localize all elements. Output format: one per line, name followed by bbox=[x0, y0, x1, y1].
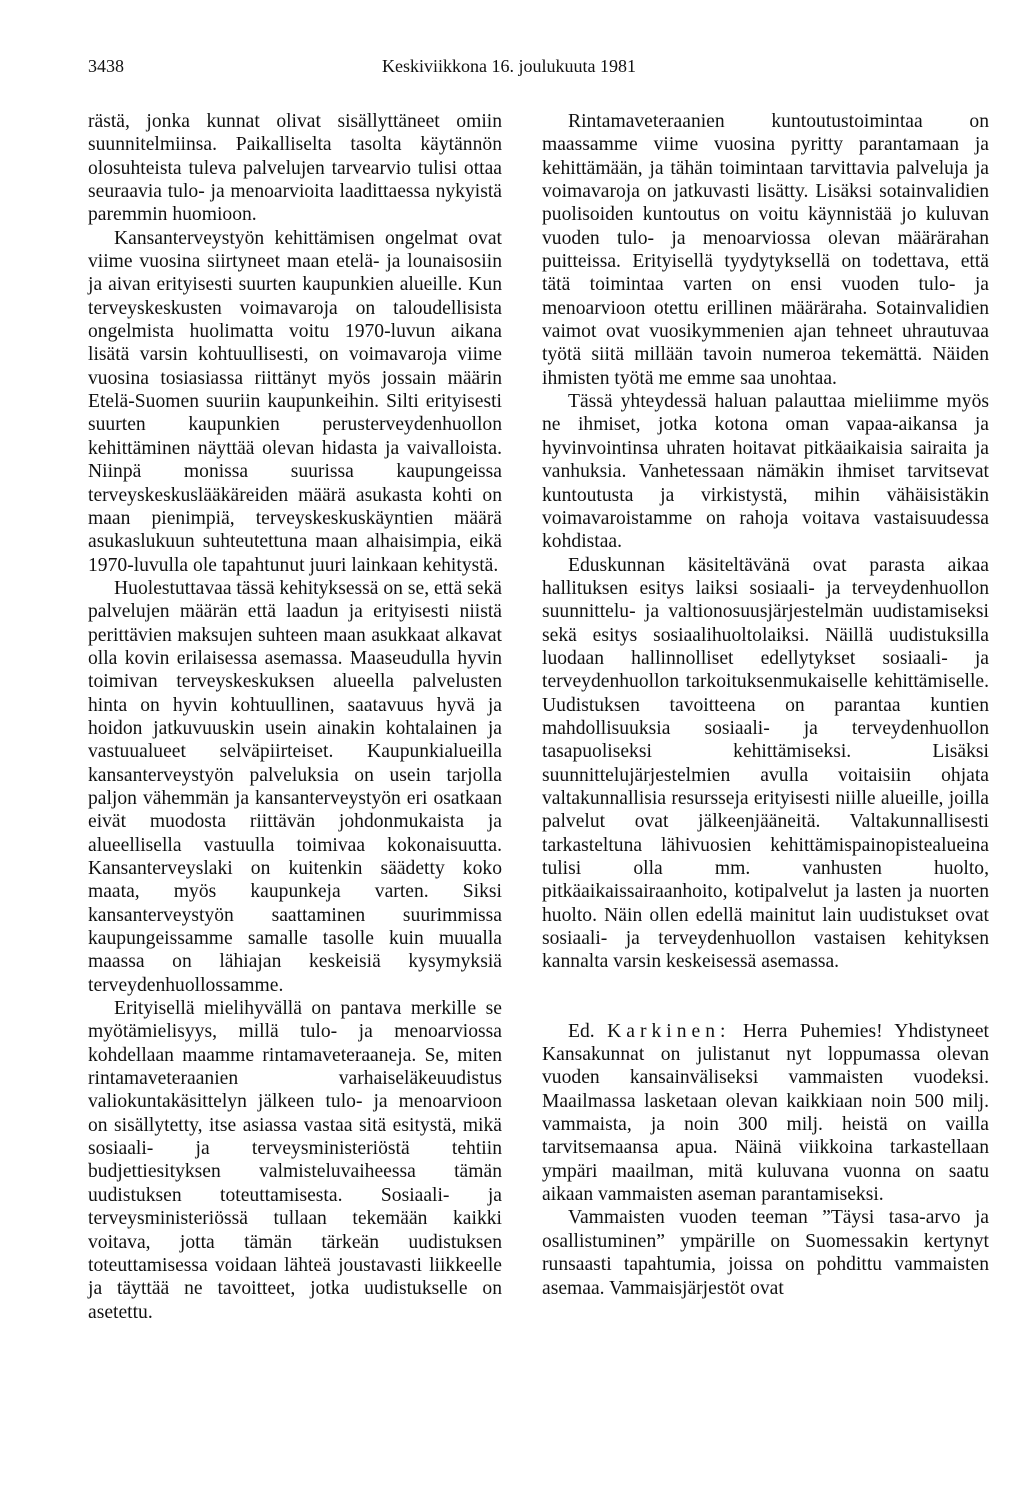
paragraph: rästä, jonka kunnat olivat sisällyttäneet omiin suunnitelmiinsa. Paikalliselta tasolta käytännön olosuhteista tuleva palvelujen tarvearvio tulisi ottaa seuraavia tulo- ja menoarvioita laadittaessa nykyistä paremmin huomioon. bbox=[88, 111, 502, 226]
paragraph: Vammaisten vuoden teeman ”Täysi tasa-arvo ja osallistuminen” ympärille on Suomessakin kertynyt runsaasti tapahtumia, joissa on pohdittu vammaisten asemaa. Vammaisjärjestöt ovat bbox=[542, 1207, 989, 1299]
paragraph: Eduskunnan käsiteltävänä ovat parasta aikaa hallituksen esitys laiksi sosiaali- ja terveydenhuollon suunnittelu- ja valtionosuusjärjestelmän uudistamiseksi sekä esitys sosiaalihuoltolaiksi. Näillä uudistuksilla luodaan hallinnolliset edellytykset sosiaali- ja terveydenhuollon tarkoituksenmukaiselle kehittämiselle. Uudistuksen tavoitteena on parantaa kuntien mahdollisuuksia sosiaali- ja terveydenhuollon tasapuoliseksi kehittämiseksi. Lisäksi suunnittelujärjestelmien avulla voitaisiin ohjata valtakunnallisia resursseja erityisesti niille alueille, joilla palvelut ovat jälkeenjääneitä. Valtakunnallisesti tarkasteltuna lähivuosien kehittämispainopistealueina tulisi olla mm. vanhusten huolto, pitkäaikaissairaanhoito, kotipalvelut ja lasten ja nuorten huolto. Näin ollen edellä mainitut lain uudistukset ovat sosiaali- ja terveydenhuollon vastaisen kehityksen kannalta varsin keskeisessä asemassa. bbox=[542, 554, 989, 973]
page-number: 3438 bbox=[88, 56, 124, 76]
speech-opening bbox=[542, 1020, 989, 1207]
paragraph: Tässä yhteydessä haluan palauttaa mieliimme myös ne ihmiset, jotka kotona oman vapaa-aikansa ja hyvinvointinsa uhraten hoitavat pitkäaikaisia sairaita ja vanhuksia. Vanhetessaan nämäkin ihmiset tarvitsevat kuntoutusta ja virkistystä, mihin vähäisistäkin voimavaroistamme on rahoja voitava vastaisuudessa kohdistaa. bbox=[542, 391, 989, 553]
running-head: Keskiviikkona 16. joulukuuta 1981 bbox=[382, 56, 636, 76]
right-column bbox=[542, 110, 989, 1300]
paragraph: Erityisellä mielihyvällä on pantava merkille se myötämielisyys, millä tulo- ja menoarviossa kohdellaan maamme rintamaveteraaneja. Se, miten rintamaveteraanien varhaiseläkeuudistus valiokuntakäsittelyn jälkeen tulo- ja menoarvioon on sisällytetty, itse asiassa vastaa sitä esitystä, mikä sosiaali- ja terveysministeriöstä tehtiin budjettiesityksen valmisteluvaiheessa tämän uudistuksen toteuttamisesta. Sosiaali- ja terveysministeriössä tullaan tekemään kaikki voitava, jotta tämän tärkeän uudistuksen toteuttamisessa voidaan lähteä joustavasti liikkeelle ja täyttää ne tavoitteet, jotka uudistukselle on asetettu. bbox=[88, 998, 502, 1323]
speaker-name: Karkinen: bbox=[607, 1020, 731, 1042]
paragraph: Kansanterveystyön kehittämisen ongelmat ovat viime vuosina siirtyneet maan etelä- ja lounaisosiin ja aivan erityisesti suurten kaupunkien alueille. Kun terveyskeskusten voimavaroja on taloudellisista ongelmista huolimatta voitu 1970-luvun aikana lisätä varsin kohtuullisesti, on voimavaroja viime vuosina tosiasiassa riittänyt myös jossain määrin Etelä-Suomen suuriin kaupunkeihin. Silti erityisesti suurten kaupunkien perusterveydenhuollon kehittäminen näyttää olevan hidasta ja vaivalloista. Niinpä monissa suurissa kaupungeissa terveyskeskuslääkäreiden määrä asukasta kohti on maan pienimpiä, terveyskeskuskäyntien määrä asukaslukuun suhteutettuna maan alhaisimpia, eikä 1970-luvulla ole tapahtunut juuri lainkaan kehitystä. bbox=[88, 227, 502, 576]
left-column bbox=[88, 110, 502, 1324]
paragraph: Huolestuttavaa tässä kehityksessä on se, että sekä palvelujen määrän että laadun ja erityisesti niistä perittävien maksujen suhteen maan asukkaat alkavat olla kovin erilaisessa asemassa. Maaseudulla hyvin toimivan terveyskeskuksen alueella palvelusten hinta on hyvin kohtuullinen, saatavuus hyvä ja hoidon jatkuvuuskin usein ainakin kohtalainen ja vastuualueet selväpiirteiset. Kaupunkialueilla kansanterveystyön palveluksia on usein tarjolla paljon vähemmän ja kansanterveystyön eri osatkaan eivät muodosta riittävän johdonmukaista ja alueellisella vastuulla toimivaa kokonaisuutta. Kansanterveyslaki on kuitenkin säädetty koko maata, myös kaupunkeja varten. Siksi kansanterveystyön saattaminen suurimmissa kaupungeissamme samalle tasolle kuin muualla maassa on lähiajan keskeisiä kysymyksiä terveydenhuollossamme. bbox=[88, 577, 502, 996]
paragraph: Rintamaveteraanien kuntoutustoimintaa on maassamme viime vuosina pyritty parantamaan ja kehittämään, ja tähän toimintaan tarvittavia palveluja ja voimavaroja on jatkuvasti lisätty. Lisäksi sotainvalidien puolisoiden kuntoutus on voitu käynnistää jo kuluvan vuoden tulo- ja menoarviossa olevan määrärahan puitteissa. Erityisellä tyydytyksellä on todettava, että tätä toimintaa varten on ensi vuoden tulo- ja menoarvioon otettu erillinen määräraha. Sotainvalidien vaimot ovat vuosikymmenien ajan tehneet uhrautuvaa työtä siitä millään tavoin numeroa tekemättä. Näiden ihmisten työtä me emme saa unohtaa. bbox=[542, 111, 989, 389]
speech-text: Herra Puhemies! Yhdistyneet Kansakunnat on julistanut nyt loppumassa olevan vuoden kansainväliseksi vammaisten vuodeksi. Maailmassa lasketaan olevan kaikkiaan noin 500 milj. vammaista, ja noin 300 milj. heistä on vailla tarvitsemaansa apua. Näinä viikkoina tarkastellaan ympäri maailman, mitä kuluvana vuonna on saatu aikaan vammaisten aseman parantamiseksi. bbox=[542, 1020, 989, 1206]
speaker-prefix: Ed. bbox=[568, 1020, 595, 1042]
page-header bbox=[88, 56, 988, 84]
